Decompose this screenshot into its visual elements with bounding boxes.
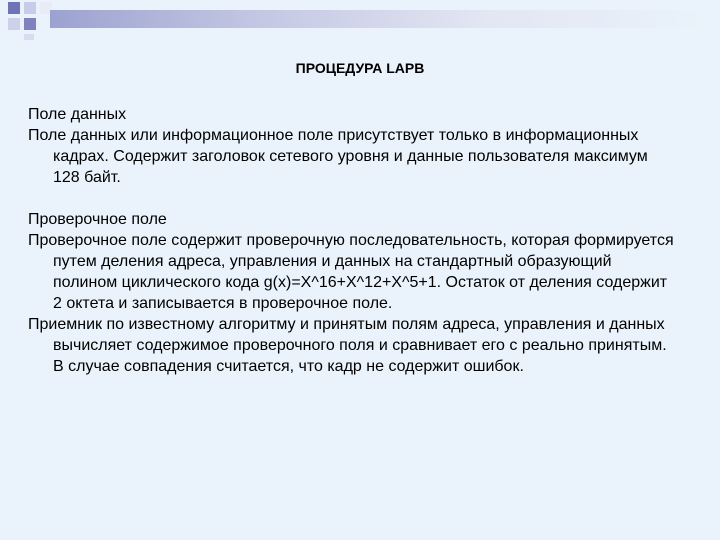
slide-header-decoration: [0, 0, 720, 42]
decor-square: [24, 18, 36, 30]
section-paragraph: Проверочное поле содержит проверочную последовательность, которая формируется путем деления адреса, управления и данных на стандартный образующий полином циклического кода g(x)=X^16+X^12+X^5+1. Остаток от деления содержит 2 октета и записывается в проверочное поле.: [28, 232, 674, 312]
decor-square: [24, 2, 36, 14]
decor-square: [24, 34, 34, 40]
section-heading-data-field: Поле данных: [28, 106, 127, 123]
section-paragraph: Приемник по известному алгоритму и принятым полям адреса, управления и данных вычисляет содержимое проверочного поля и сравнивает его с реально принятым. В случае совпадения считается, что кадр не содержит ошибок.: [28, 316, 667, 375]
slide-body: [28, 104, 678, 377]
decor-square: [8, 18, 20, 30]
slide-title: ПРОЦЕДУРА LAPB: [295, 60, 425, 76]
decor-gradient-bar: [50, 10, 720, 28]
decor-square: [8, 2, 20, 14]
section-paragraph: Поле данных или информационное поле присутствует только в информационных кадрах. Содержит заголовок сетевого уровня и данные пользователя максимум 128 байт.: [28, 127, 648, 186]
section-heading-check-field: Проверочное поле: [28, 211, 167, 228]
